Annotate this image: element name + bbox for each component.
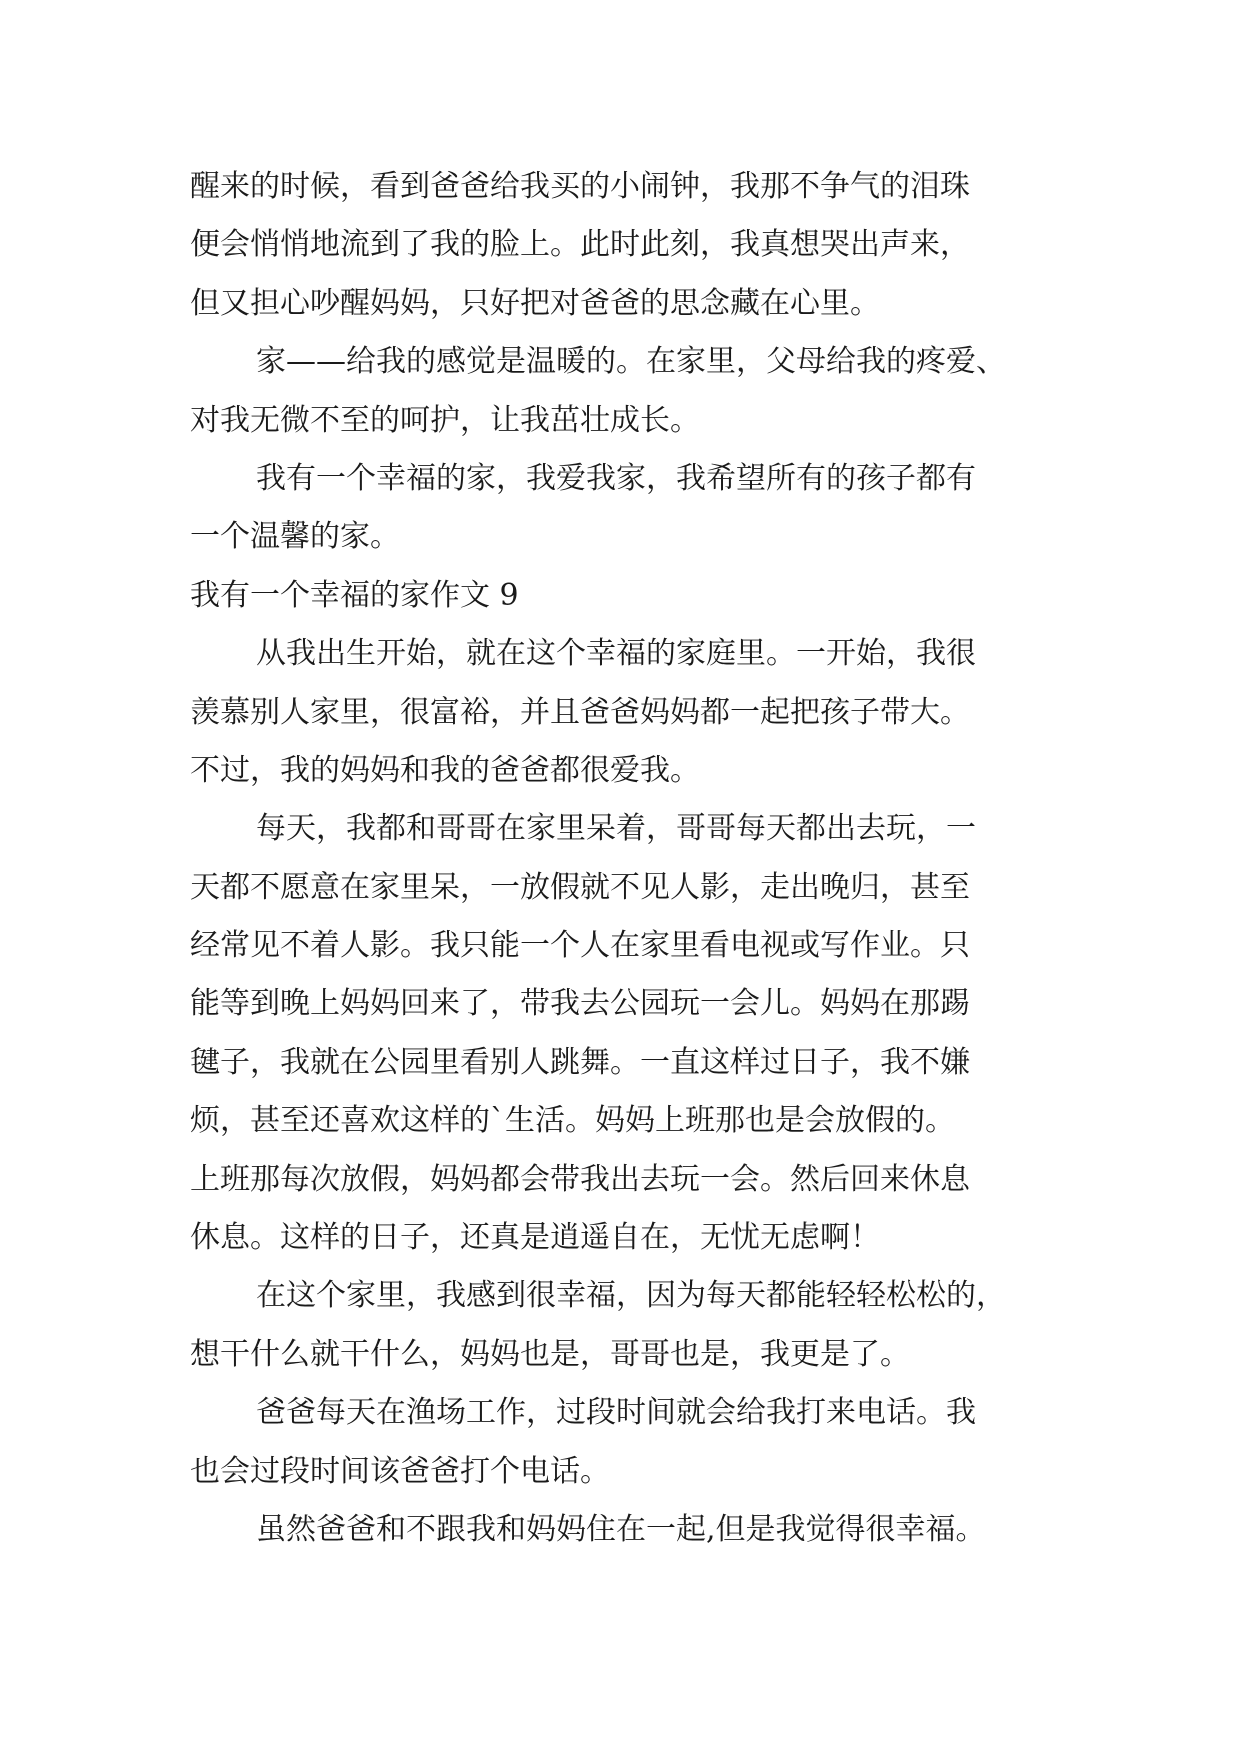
paragraph-start-line: 我有一个幸福的家，我爱我家，我希望所有的孩子都有 [256,460,976,496]
text-line: 烦，甚至还喜欢这样的`生活。妈妈上班那也是会放假的。 [190,1103,955,1139]
text-line: 不过，我的妈妈和我的爸爸都很爱我。 [190,752,700,788]
paragraph-start-line: 在这个家里，我感到很幸福，因为每天都能轻轻松松的， [256,1278,1006,1314]
text-line: 经常见不着人影。我只能一个人在家里看电视或写作业。只 [190,928,970,964]
text-line: 能等到晚上妈妈回来了，带我去公园玩一会儿。妈妈在那踢 [190,986,970,1022]
text-line: 想干什么就干什么，妈妈也是，哥哥也是，我更是了。 [190,1336,910,1372]
document-body [190,158,1070,1559]
text-line: 休息。这样的日子，还真是逍遥自在，无忧无虑啊！ [190,1220,880,1256]
text-line: 羡慕别人家里，很富裕，并且爸爸妈妈都一起把孩子带大。 [190,694,970,730]
text-line: 醒来的时候，看到爸爸给我买的小闹钟，我那不争气的泪珠 [190,169,970,204]
text-line: 毽子，我就在公园里看别人跳舞。一直这样过日子，我不嫌 [190,1044,970,1080]
text-line: 对我无微不至的呵护，让我茁壮成长。 [190,402,700,438]
paragraph-start-line: 爸爸每天在渔场工作，过段时间就会给我打来电话。我 [256,1395,976,1431]
text-line: 上班那每次放假，妈妈都会带我出去玩一会。然后回来休息 [190,1161,970,1197]
text-line: 但又担心吵醒妈妈，只好把对爸爸的思念藏在心里。 [190,285,880,321]
section-title: 我有一个幸福的家作文 9 [190,577,519,613]
text-line: 也会过段时间该爸爸打个电话。 [190,1453,610,1489]
text-line: 天都不愿意在家里呆，一放假就不见人影，走出晚归，甚至 [190,869,970,905]
paragraph-start-line: 每天，我都和哥哥在家里呆着，哥哥每天都出去玩，一 [256,811,976,847]
paragraph-start-line: 家——给我的感觉是温暖的。在家里，父母给我的疼爱、 [256,344,1006,380]
paragraph-start-line: 从我出生开始，就在这个幸福的家庭里。一开始，我很 [256,636,976,672]
text-line: 一个温馨的家。 [190,519,400,555]
paragraph-start-line: 虽然爸爸和不跟我和妈妈住在一起,但是我觉得很幸福。 [256,1511,986,1547]
text-line: 便会悄悄地流到了我的脸上。此时此刻，我真想哭出声来， [190,227,970,263]
